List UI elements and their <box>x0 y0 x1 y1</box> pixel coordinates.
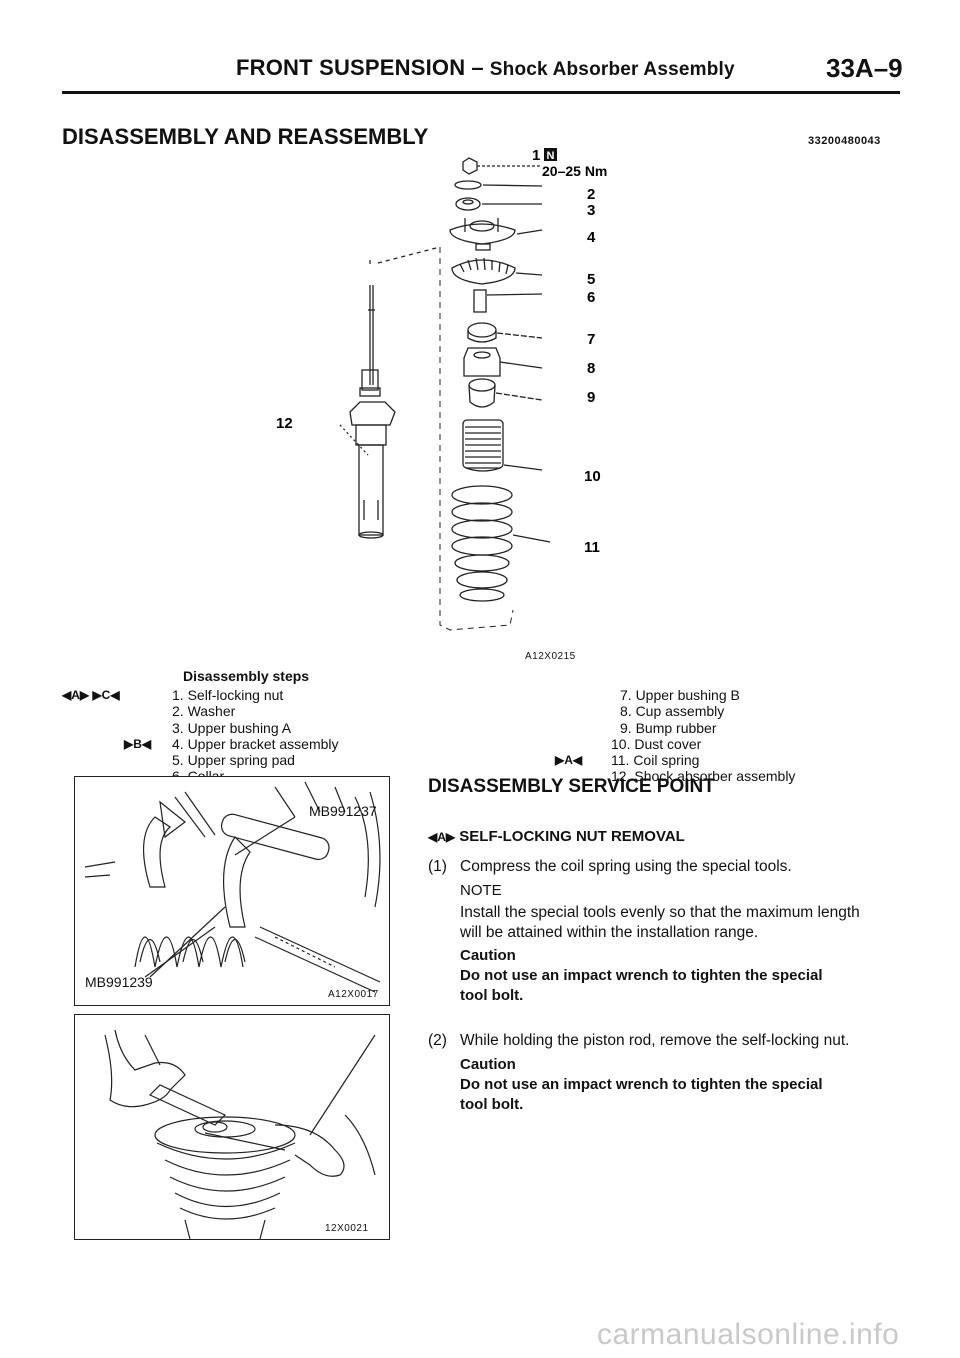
callout-8: 8 <box>587 360 596 377</box>
step-2: 2. Washer <box>172 703 236 719</box>
step-5: 5. Upper spring pad <box>172 752 295 768</box>
service-sub-title: SELF-LOCKING NUT REMOVAL <box>459 828 685 845</box>
exploded-diagram <box>276 140 680 660</box>
step2-num: (2) <box>428 1032 447 1049</box>
step-7: 7. Upper bushing B <box>620 687 740 703</box>
note-line-1: Install the special tools evenly so that the maximum length <box>460 904 860 921</box>
figure-spring-compressor <box>74 776 390 1006</box>
step-4: 4. Upper bracket assembly <box>172 736 339 752</box>
callout-5: 5 <box>587 271 596 288</box>
service-subtitle <box>428 828 685 845</box>
callout-1: 1 <box>532 147 541 164</box>
callout-7: 7 <box>587 331 596 348</box>
upper-spring-pad-drawing <box>452 258 542 284</box>
upper-bushing-b-drawing <box>468 323 542 342</box>
caution-2-line-2: tool bolt. <box>460 1096 524 1113</box>
figure-nut-removal <box>74 1014 390 1240</box>
callout-10: 10 <box>584 468 601 485</box>
section-title: DISASSEMBLY AND REASSEMBLY <box>62 124 429 149</box>
caution-2-line-1: Do not use an impact wrench to tighten the special <box>460 1076 823 1093</box>
step1-num: (1) <box>428 858 447 875</box>
note-line-2: will be attained within the installation range. <box>460 924 759 941</box>
callout-9: 9 <box>587 389 596 406</box>
step2-text: While holding the piston rod, remove the self-locking nut. <box>460 1032 850 1049</box>
step-9: 9. Bump rubber <box>620 720 717 736</box>
steps-title: Disassembly steps <box>183 668 310 684</box>
page-number: 33A–9 <box>826 53 903 83</box>
step-1-marks: ◀A▶ ▶C◀ <box>62 688 120 702</box>
shock-absorber-drawing <box>350 285 395 538</box>
header-title <box>236 55 735 81</box>
header-dash: – <box>471 55 484 80</box>
step-1: 1. Self-locking nut <box>172 687 284 703</box>
nut-removal-illustration <box>75 1015 389 1239</box>
service-sub-mark: ◀A▶ <box>428 830 456 844</box>
callout-6: 6 <box>587 289 596 306</box>
caution-1-line-2: tool bolt. <box>460 987 524 1004</box>
header-subsection: Shock Absorber Assembly <box>489 59 735 80</box>
upper-bushing-a-drawing <box>456 198 542 210</box>
dust-cover-drawing <box>463 420 542 471</box>
caution-2-label: Caution <box>460 1056 516 1073</box>
step-3: 3. Upper bushing A <box>172 720 292 736</box>
step-11: 11. Coil spring <box>611 752 700 768</box>
step-4-marks: ▶B◀ <box>124 737 152 751</box>
step-12: 12. Shock absorber assembly <box>611 768 796 784</box>
washer-drawing <box>455 181 481 189</box>
tool-mb991237: MB991237 <box>309 803 377 819</box>
step-10: 10. Dust cover <box>611 736 702 752</box>
nut-drawing <box>463 158 542 174</box>
caution-1-line-1: Do not use an impact wrench to tighten the special <box>460 967 823 984</box>
coil-spring-drawing <box>452 486 550 601</box>
note-label: NOTE <box>460 882 502 899</box>
step-11-marks: ▶A◀ <box>555 753 583 767</box>
callout-12: 12 <box>276 415 293 432</box>
new-part-mark: N <box>546 150 555 162</box>
service-title: DISASSEMBLY SERVICE POINT <box>428 776 715 797</box>
callout-2: 2 <box>587 186 596 203</box>
callout-11: 11 <box>584 539 600 556</box>
upper-bracket-drawing <box>450 218 542 250</box>
watermark: carmanualsonline.info <box>597 1318 900 1351</box>
bump-rubber-drawing <box>469 379 542 407</box>
callout-3: 3 <box>587 202 596 219</box>
figure1-code: A12X0017 <box>328 989 379 1000</box>
collar-drawing <box>474 290 486 312</box>
caution-1-label: Caution <box>460 947 516 964</box>
callout-4: 4 <box>587 229 596 246</box>
header-rule <box>62 91 900 94</box>
cup-assembly-drawing <box>464 348 542 376</box>
document-code: 33200480043 <box>808 135 881 147</box>
tool-mb991239: MB991239 <box>85 974 153 990</box>
diagram-figure-code: A12X0215 <box>525 651 576 662</box>
header-section: FRONT SUSPENSION <box>236 55 466 80</box>
figure2-code: 12X0021 <box>325 1223 369 1234</box>
step1-text: Compress the coil spring using the special tools. <box>460 858 792 875</box>
step-8: 8. Cup assembly <box>620 703 725 719</box>
torque-value: 20–25 Nm <box>542 163 608 179</box>
